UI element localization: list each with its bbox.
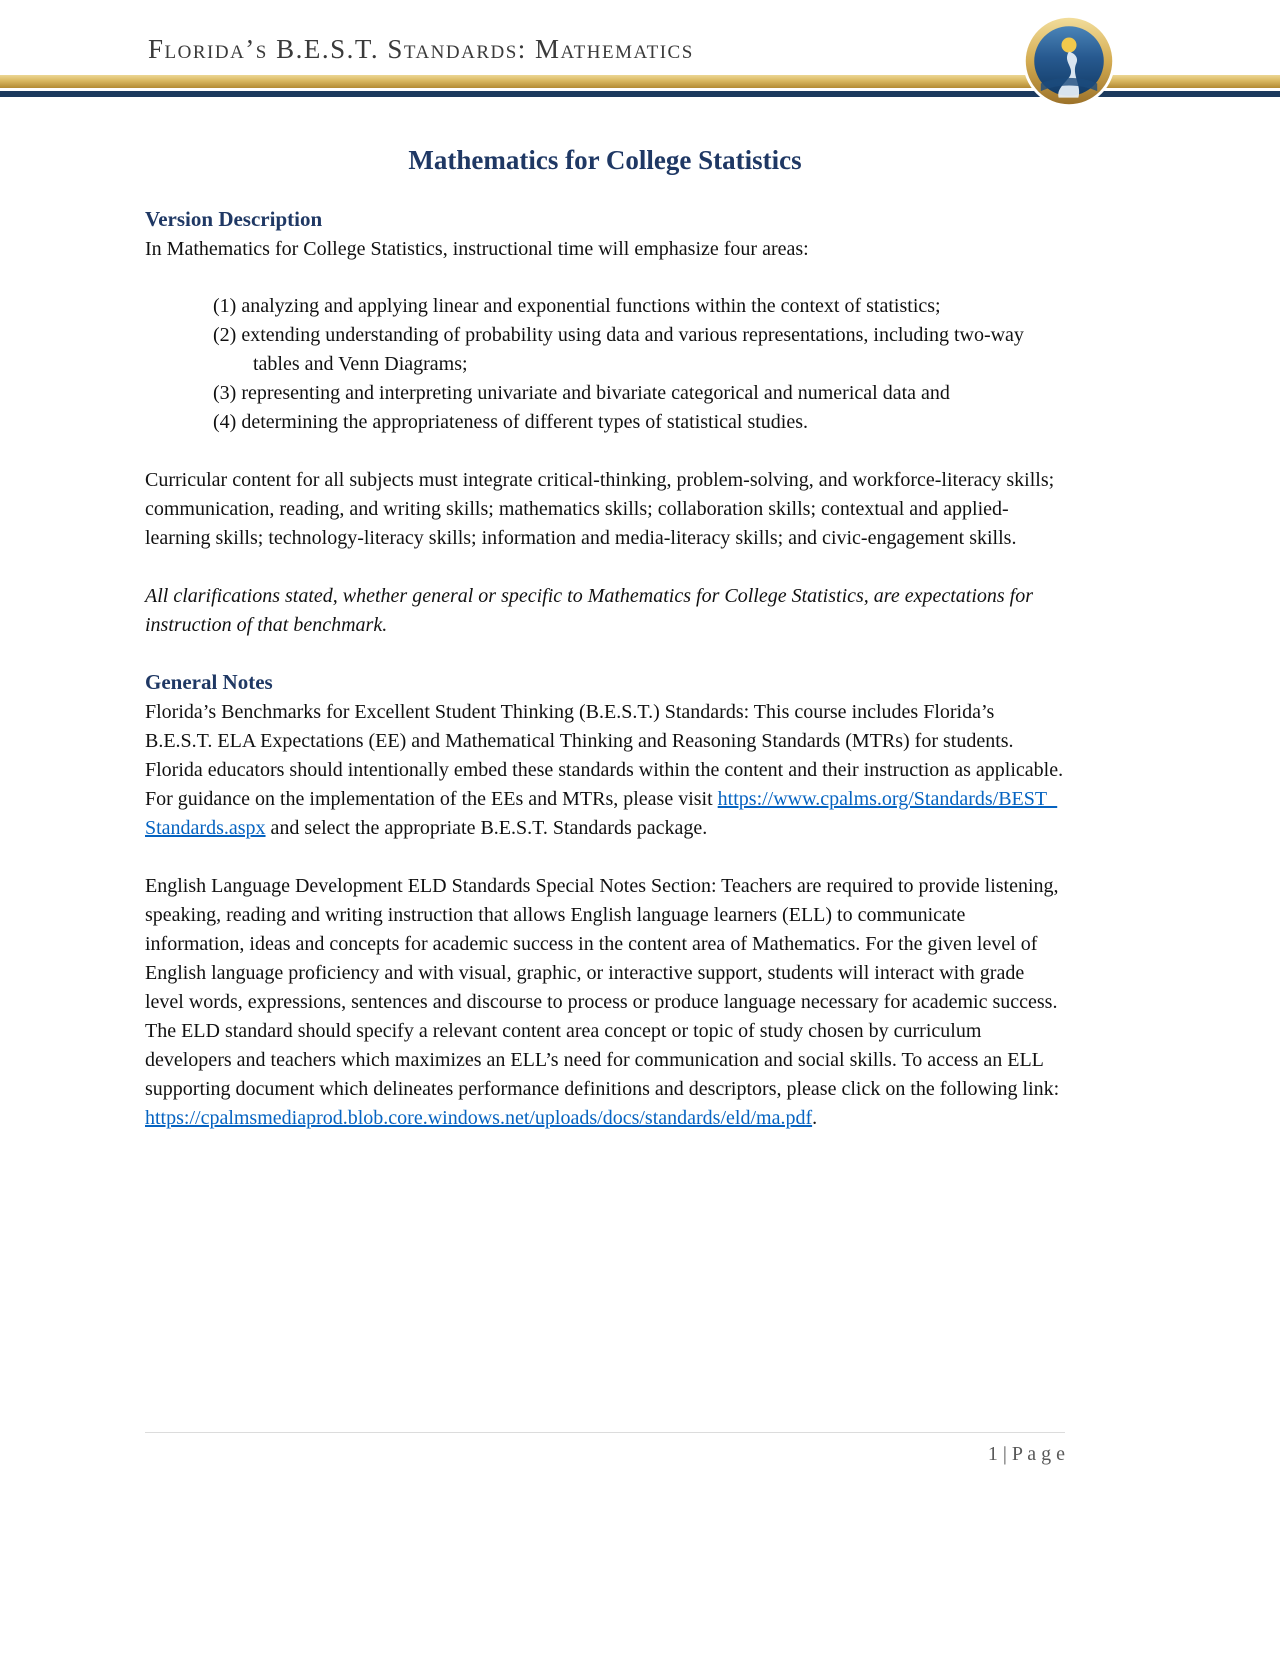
page-header xyxy=(0,0,1280,97)
eld-standards-text-after: . xyxy=(812,1107,818,1129)
best-standards-paragraph xyxy=(145,698,1065,843)
page-footer xyxy=(145,1432,1065,1466)
page-number: 1 | P a g e xyxy=(987,1443,1065,1465)
eld-standards-text: English Language Development ELD Standards Special Notes Section: Teachers are required to provide listening, speaking, reading and writing instruction that allows English language learners (ELL) to communicate information, ideas and concepts for academic success in the content area of Mathematics. For the given level of English language proficiency and with visual, graphic, or interactive support, students will interact with grade level words, expressions, sentences and discourse to process or produce language necessary for academic success. The ELD standard should specify a relevant content area concept or topic of study chosen by curriculum developers and teachers which maximizes an ELL’s need for communication and social skills. To access an ELL supporting document which delineates performance definitions and descriptors, please click on the following link: xyxy=(145,875,1060,1100)
clarifications-paragraph: All clarifications stated, whether general or specific to Mathematics for College Statistics, are expectations for instruction of that benchmark. xyxy=(145,585,1034,636)
best-standards-link[interactable]: https://www.cpalms.org/Standards/BEST_Standards.aspx xyxy=(145,788,1058,839)
version-description-intro: In Mathematics for College Statistics, instructional time will emphasize four areas: xyxy=(145,238,809,260)
list-item: (1) analyzing and applying linear and exponential functions within the context of statistics; xyxy=(213,295,941,317)
curricular-content-paragraph: Curricular content for all subjects must integrate critical-thinking, problem-solving, and workforce-literacy skills; communication, reading, and writing skills; mathematics skills; collaboration skills; contextual and applied-learning skills; technology-literacy skills; information and media-literacy skills; and civic-engagement skills. xyxy=(145,469,1055,549)
list-item: (2) extending understanding of probability using data and various representations, including two-way tables and Venn Diagrams; xyxy=(213,324,1024,375)
section-heading-general-notes: General Notes xyxy=(145,670,273,694)
best-standards-text-after: and select the appropriate B.E.S.T. Standards package. xyxy=(265,817,708,839)
eld-supporting-document-link[interactable]: https://cpalmsmediaprod.blob.core.windows.net/uploads/docs/standards/eld/ma.pdf xyxy=(145,1107,813,1129)
eld-standards-paragraph xyxy=(145,872,1065,1133)
section-heading-version-description: Version Description xyxy=(145,207,323,231)
list-item: (4) determining the appropriateness of different types of statistical studies. xyxy=(213,411,809,433)
list-item: (3) representing and interpreting univariate and bivariate categorical and numerical data and xyxy=(213,382,950,404)
footer-divider xyxy=(145,1432,1065,1433)
best-standards-text-before: Florida’s Benchmarks for Excellent Student Thinking (B.E.S.T.) Standards: This course includes Florida’s B.E.S.T. ELA Expectations (EE) and Mathematical Thinking and Reasoning Standards (MTRs) for students. Florida educators should intentionally embed these standards within the content and their instruction as applicable. For guidance on the implementation of the EEs and MTRs, please visit xyxy=(145,701,1064,810)
emphasis-areas-list xyxy=(213,292,1065,437)
document-title: Mathematics for College Statistics xyxy=(408,145,802,175)
header-brand-title: Florida’s B.E.S.T. Standards: Mathematics xyxy=(148,34,694,64)
document-body xyxy=(145,97,1065,1133)
cpalms-logo-icon xyxy=(1022,14,1116,108)
